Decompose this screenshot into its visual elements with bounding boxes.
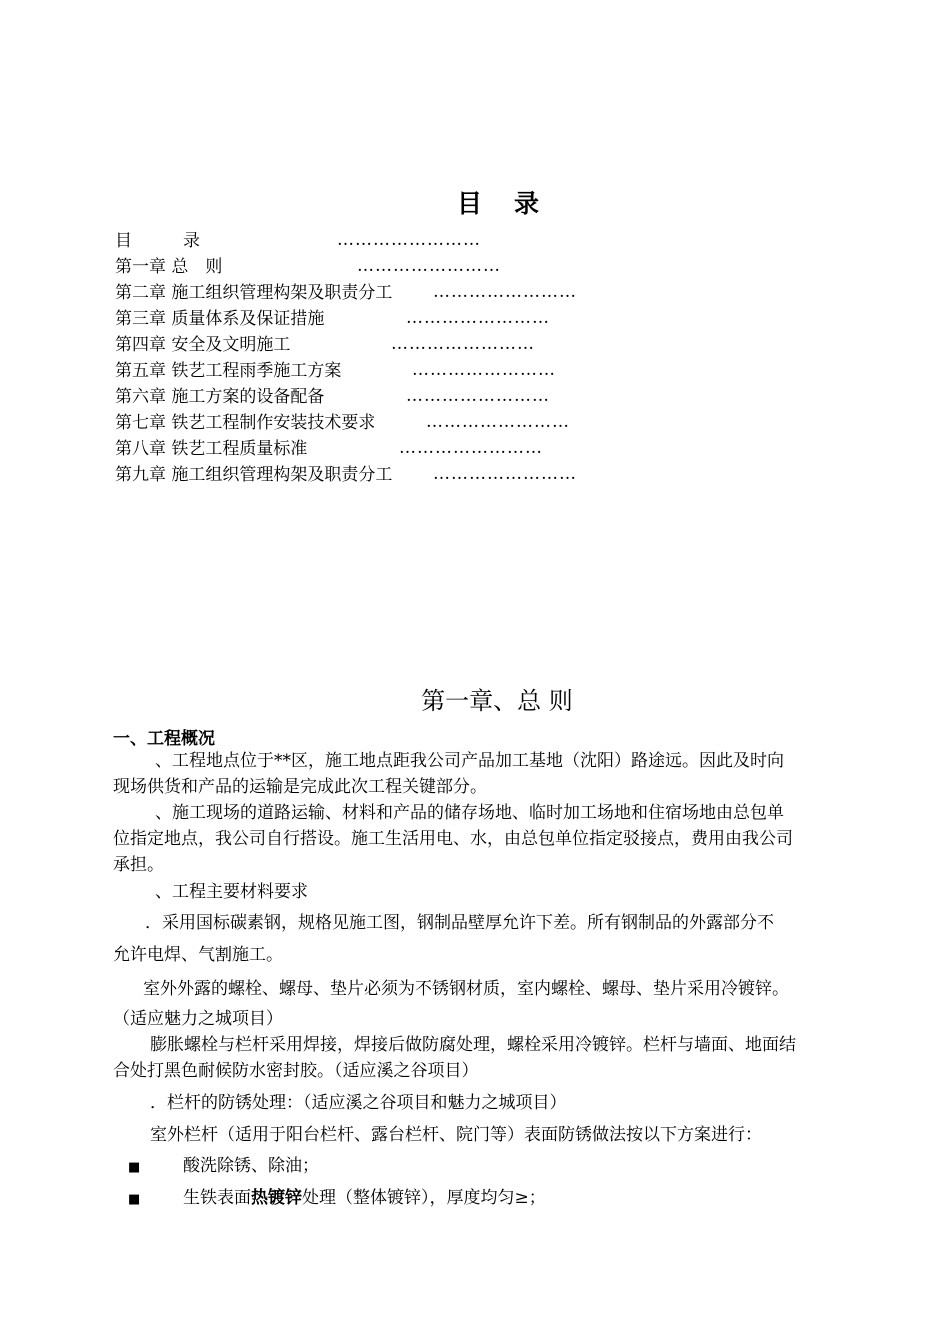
toc-item-dots: …………………… (412, 360, 556, 380)
toc-item-dots: …………………… (399, 438, 543, 458)
bullet-icon: ■ (128, 1192, 141, 1207)
bullet-text (183, 1185, 546, 1211)
chapter-title: 第一章、总 则 (421, 687, 573, 715)
toc-item[interactable] (115, 360, 556, 382)
toc-item-dots: …………………… (406, 386, 550, 406)
paragraph-line: 现场供货和产品的运输是完成此次工程关键部分。 (113, 777, 487, 797)
toc-item[interactable] (115, 256, 501, 278)
bullet-text-emphasis: 热镀锌 (251, 1188, 302, 1208)
toc-item-dots: …………………… (433, 464, 577, 484)
paragraph-line: 室外栏杆（适用于阳台栏杆、露台栏杆、院门等）表面防锈做法按以下方案进行： (150, 1125, 762, 1145)
toc-item-label: 第七章 铁艺工程制作安装技术要求 (115, 413, 376, 433)
toc-item[interactable] (115, 438, 543, 460)
toc-item-dots: …………………… (357, 256, 501, 276)
toc-item[interactable] (115, 282, 577, 304)
paragraph-line: 、工程主要材料要求 (155, 882, 308, 902)
paragraph-line: 承担。 (113, 855, 164, 875)
paragraph-line: 允许电焊、气割施工。 (113, 945, 283, 965)
toc-item-dots: …………………… (337, 230, 481, 250)
toc-item-dots: …………………… (391, 334, 535, 354)
paragraph-line: 合处打黑色耐候防水密封胶。（适应溪之谷项目） (113, 1061, 479, 1081)
toc-item[interactable] (115, 334, 535, 356)
bullet-icon: ■ (128, 1160, 141, 1175)
paragraph-line: 、施工现场的道路运输、材料和产品的储存场地、临时加工场地和住宿场地由总包单 (155, 803, 784, 823)
toc-item-label: 第五章 铁艺工程雨季施工方案 (115, 361, 342, 381)
toc-item-label: 目 录 (115, 231, 200, 251)
paragraph-line: ．采用国标碳素钢，规格见施工图，钢制品壁厚允许下差。所有钢制品的外露部分不 (145, 913, 774, 933)
section-heading: 一、工程概况 (113, 729, 215, 749)
toc-item[interactable] (115, 386, 550, 408)
paragraph-line: 、工程地点位于**区，施工地点距我公司产品加工基地（沈阳）路途远。因此及时向 (155, 751, 784, 771)
bullet-item (128, 1185, 546, 1213)
paragraph-line: ．栏杆的防锈处理：（适应溪之谷项目和魅力之城项目） (150, 1093, 567, 1113)
toc-item-label: 第四章 安全及文明施工 (115, 335, 291, 355)
bullet-text-pre: 生铁表面 (183, 1188, 251, 1208)
toc-item[interactable] (115, 412, 570, 434)
toc-item-label: 第九章 施工组织管理构架及职责分工 (115, 465, 393, 485)
toc-item-label: 第八章 铁艺工程质量标准 (115, 439, 308, 459)
bullet-text: 酸洗除锈、除油； (183, 1156, 319, 1176)
bullet-item (128, 1153, 319, 1181)
toc-item[interactable] (115, 464, 577, 486)
bullet-text-post: 处理（整体镀锌），厚度均匀≥； (302, 1188, 546, 1208)
toc-item-dots: …………………… (433, 282, 577, 302)
paragraph-line: 室外外露的螺栓、螺母、垫片必须为不锈钢材质，室内螺栓、螺母、垫片采用冷镀锌。 (143, 979, 789, 999)
toc-item-label: 第一章 总 则 (115, 257, 223, 277)
toc-item-label: 第六章 施工方案的设备配备 (115, 387, 325, 407)
toc-item-dots: …………………… (426, 412, 570, 432)
paragraph-line: 膨胀螺栓与栏杆采用焊接，焊接后做防腐处理，螺栓采用冷镀锌。栏杆与墙面、地面结 (150, 1035, 796, 1055)
toc-item-dots: …………………… (406, 308, 550, 328)
paragraph-line: 位指定地点，我公司自行搭设。施工生活用电、水，由总包单位指定驳接点，费用由我公司 (113, 829, 793, 849)
paragraph-line: （适应魅力之城项目） (113, 1009, 283, 1029)
toc-item[interactable] (115, 230, 481, 252)
toc-item-label: 第二章 施工组织管理构架及职责分工 (115, 283, 393, 303)
toc-item[interactable] (115, 308, 550, 330)
toc-title-left: 目 (456, 189, 484, 218)
toc-title (0, 184, 950, 220)
toc-item-label: 第三章 质量体系及保证措施 (115, 309, 325, 329)
toc-title-right: 录 (514, 189, 542, 218)
